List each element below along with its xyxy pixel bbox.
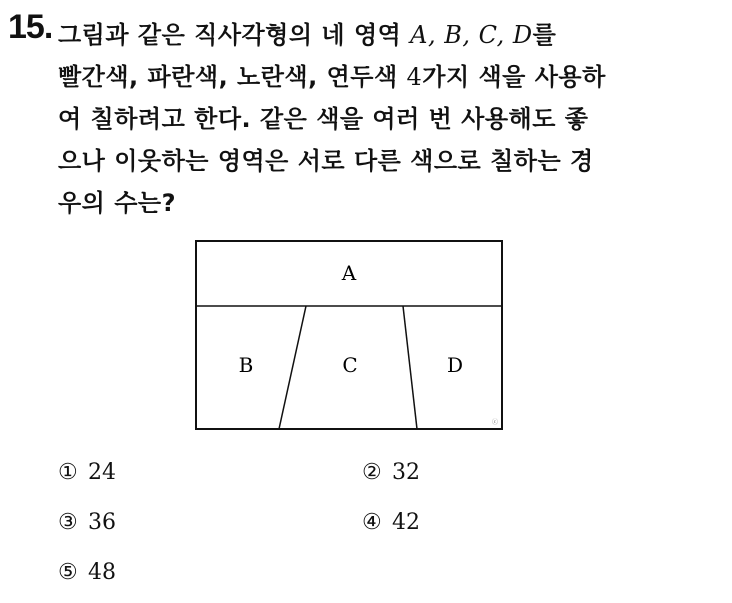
question-text: 가지 색을 사용하 xyxy=(422,63,606,91)
choice-mark: ② xyxy=(362,460,382,485)
choice-value: 24 xyxy=(88,460,116,485)
question-text: 빨간색, 파란색, 노란색, 연두색 xyxy=(58,63,407,91)
choice-2[interactable] xyxy=(362,460,420,485)
region-label-b: B xyxy=(238,353,254,377)
region-letters: A, B, C, D xyxy=(410,21,533,49)
choice-3[interactable] xyxy=(58,510,116,535)
question-line-5: 우의 수는? xyxy=(58,189,177,217)
choice-value: 48 xyxy=(88,560,116,585)
question-text: 그림과 같은 직사각형의 네 영역 xyxy=(58,21,411,49)
choice-mark: ① xyxy=(58,460,78,485)
right-slanted-divider xyxy=(403,306,417,429)
choice-5[interactable] xyxy=(58,560,116,585)
choice-value: 36 xyxy=(88,510,116,535)
color-count: 4 xyxy=(406,63,423,91)
choice-value: 42 xyxy=(392,510,420,535)
choice-4[interactable] xyxy=(362,510,420,535)
region-label-c: C xyxy=(342,353,358,377)
question-line-4: 으나 이웃하는 영역은 서로 다른 색으로 칠하는 경 xyxy=(58,147,594,175)
copyright-mark: ⓒ xyxy=(491,419,499,426)
rectangle-figure xyxy=(195,240,505,432)
left-slanted-divider xyxy=(279,306,306,429)
choice-value: 32 xyxy=(392,460,420,485)
choice-mark: ④ xyxy=(362,510,382,535)
question-line-3: 여 칠하려고 한다. 같은 색을 여러 번 사용해도 좋 xyxy=(58,105,589,133)
choice-mark: ③ xyxy=(58,510,78,535)
choice-mark: ⑤ xyxy=(58,560,78,585)
question-line-2 xyxy=(58,56,606,98)
question-text: 를 xyxy=(532,21,557,49)
region-label-d: D xyxy=(446,353,464,377)
region-label-a: A xyxy=(341,261,357,285)
question-line-1 xyxy=(58,14,556,56)
question-number: 15. xyxy=(8,8,53,46)
choice-1[interactable] xyxy=(58,460,116,485)
